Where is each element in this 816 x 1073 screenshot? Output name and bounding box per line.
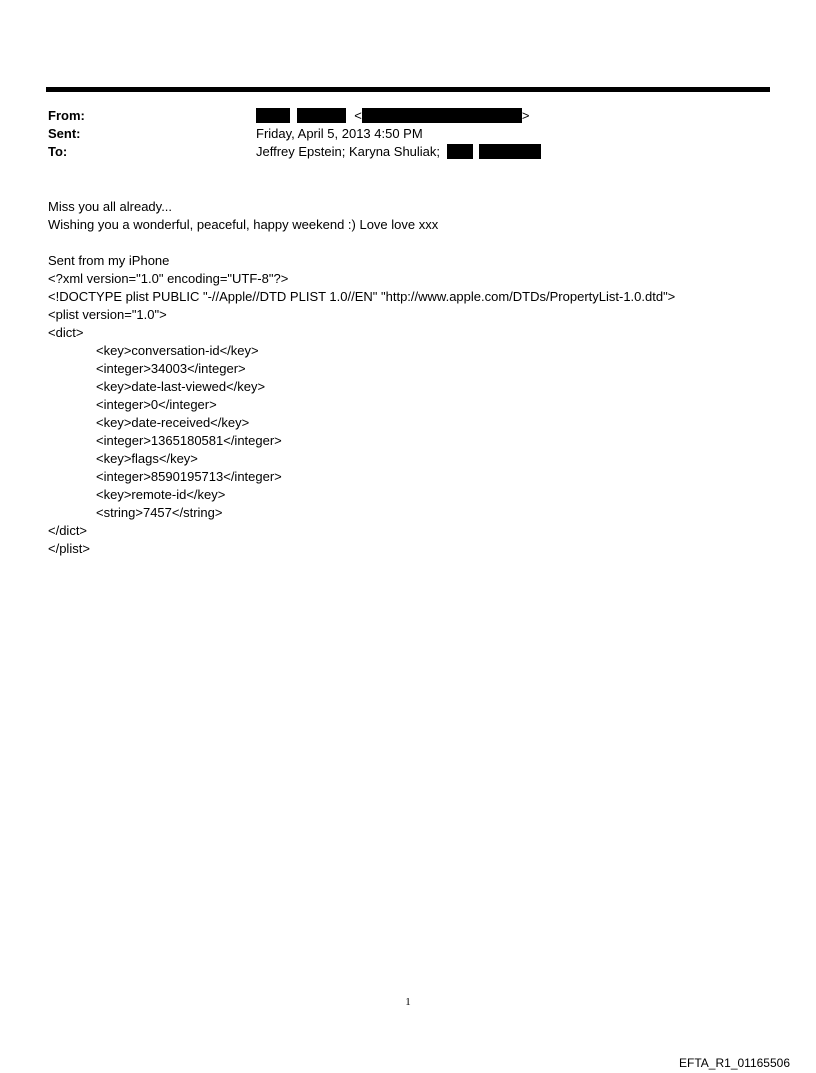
xml-line: </plist>: [48, 541, 90, 556]
xml-line: <integer>34003</integer>: [96, 361, 246, 376]
sent-label: Sent:: [48, 126, 81, 141]
xml-line: <integer>0</integer>: [96, 397, 217, 412]
body-spacer: [48, 234, 438, 252]
redaction-block: [297, 108, 346, 123]
to-names: Jeffrey Epstein; Karyna Shuliak;: [256, 144, 441, 159]
xml-line: <key>date-received</key>: [96, 415, 250, 430]
xml-line: <key>conversation-id</key>: [96, 343, 259, 358]
from-value: [256, 107, 529, 125]
redaction-block: [447, 144, 473, 159]
sent-value: Friday, April 5, 2013 4:50 PM: [256, 126, 423, 141]
body-line: Sent from my iPhone: [48, 253, 170, 268]
xml-line: <string>7457</string>: [96, 505, 223, 520]
xml-line: <dict>: [48, 325, 84, 340]
body-line: Miss you all already...: [48, 199, 173, 214]
xml-line: <integer>1365180581</integer>: [96, 433, 282, 448]
plist-xml: [48, 270, 675, 558]
xml-line: <key>flags</key>: [96, 451, 198, 466]
redaction-block: [479, 144, 541, 159]
xml-line: <key>date-last-viewed</key>: [96, 379, 266, 394]
header-rule: [46, 87, 770, 92]
from-lt: <: [354, 108, 362, 123]
bates-number: EFTA_R1_01165506: [679, 1056, 790, 1070]
xml-line: <integer>8590195713</integer>: [96, 469, 282, 484]
xml-line: <plist version="1.0">: [48, 307, 167, 322]
to-value: [256, 143, 541, 161]
from-gt: >: [521, 108, 530, 123]
body-line: Wishing you a wonderful, peaceful, happy weekend :) Love love xxx: [48, 217, 439, 232]
xml-line: <!DOCTYPE plist PUBLIC "-//Apple//DTD PLIST 1.0//EN" "http://www.apple.com/DTDs/PropertyList-1.0.dtd">: [48, 289, 676, 304]
page-number: 1: [405, 996, 411, 1008]
xml-line: <key>remote-id</key>: [96, 487, 226, 502]
from-label: From:: [48, 108, 85, 123]
redaction-block: [256, 108, 290, 123]
to-label: To:: [48, 144, 68, 159]
xml-line: </dict>: [48, 523, 88, 538]
redaction-block: [362, 108, 522, 123]
xml-line: <?xml version="1.0" encoding="UTF-8"?>: [48, 271, 289, 286]
message-body: [48, 198, 438, 270]
